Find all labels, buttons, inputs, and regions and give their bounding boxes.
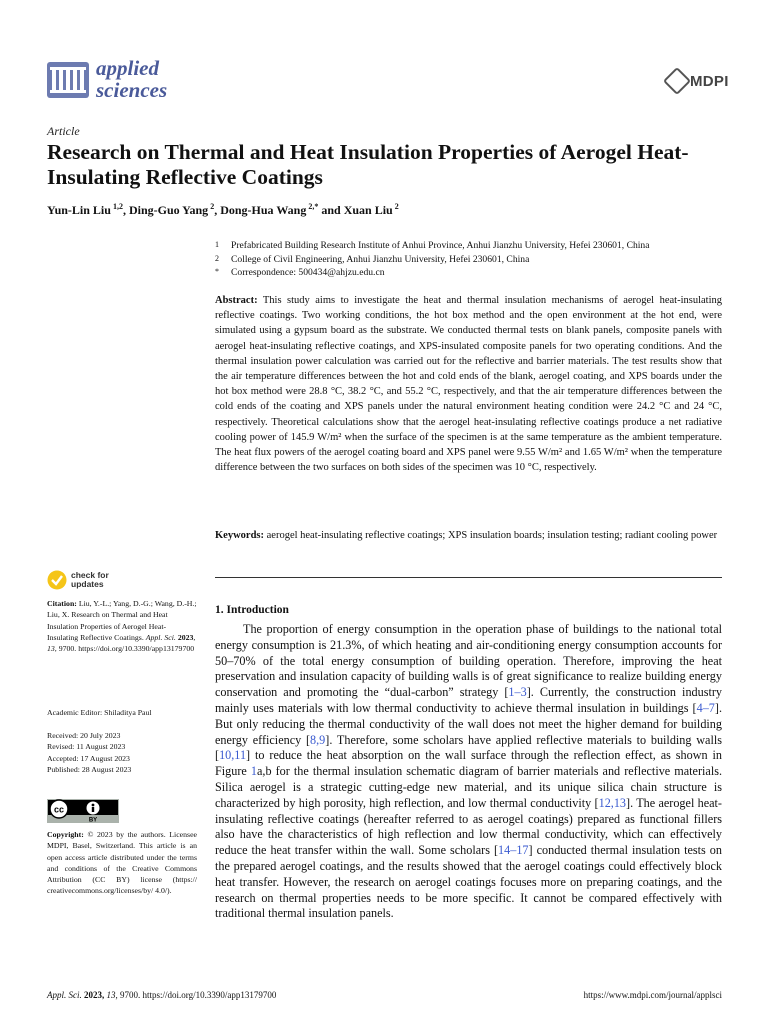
footer-journal: Appl. Sci. xyxy=(47,990,82,1000)
publication-dates xyxy=(47,730,197,775)
copyright-text: © 2023 by the authors. Licensee MDPI, Basel, Switzerland. This article is an open access article distributed under the terms and conditions of the Creative Commons Attribution (CC BY) license (https:// creativecommons.org/licenses/by/ 4.0/). xyxy=(47,830,197,896)
author-list xyxy=(47,202,399,218)
intro-text: ] conducted thermal insulation tests on the prepared aerogel coatings, and the results showed that the aerogel coatings could effectively block heat transfer. However, the research on aerogel coatings focuses more on preparing coatings, and the research on thermal properties needs to be more specific. It cannot be compared effectively with traditional thermal insulation panels. xyxy=(215,843,722,921)
footer-year: 2023, xyxy=(84,990,105,1000)
journal-name-line1: applied xyxy=(96,56,159,80)
keywords-text: aerogel heat-insulating reflective coatings; XPS insulation boards; insulation testing; radiant cooling power xyxy=(266,530,718,541)
author-separator: and xyxy=(318,203,344,217)
affiliation-mark: 2 xyxy=(215,254,219,263)
author-affiliation-mark: 2 xyxy=(208,202,215,211)
affiliation-2 xyxy=(215,254,529,265)
affiliation-text: Prefabricated Building Research Institute of Anhui Province, Anhui Jianzhu University, Hefei 230601, China xyxy=(231,240,650,251)
intro-text: ]. The aerogel heat-insulating reflective coatings (hereafter referred to as aerogel coatings) prepared as functional fillers also have the characteristics of high reflection and low thermal conductivity, which can effectively reduce the heat transfer within the wall. Some scholars [ xyxy=(215,795,722,858)
footer-journal-url[interactable]: https://www.mdpi.com/journal/applsci xyxy=(583,990,722,1000)
intro-text: ] to reduce the heat absorption on the wall surface through the reflection effect, as shown in Figure xyxy=(215,748,722,779)
journal-name xyxy=(96,57,167,101)
journal-name-line2: sciences xyxy=(96,78,168,102)
citation-link[interactable]: 8,9 xyxy=(310,732,326,747)
publisher-logo[interactable] xyxy=(667,71,729,91)
author-name[interactable]: Dong-Hua Wang xyxy=(220,203,307,217)
applied-sciences-logo-icon xyxy=(47,62,89,98)
date-received: Received: 20 July 2023 xyxy=(47,731,121,740)
check-for-updates-icon xyxy=(47,570,67,590)
footer-doi[interactable]: 9700. https://doi.org/10.3390/app13179700 xyxy=(120,990,277,1000)
citation-link[interactable]: 14–17 xyxy=(498,843,529,858)
abstract-text: This study aims to investigate the heat and thermal insulation mechanisms of aerogel heat-insulating reflective coatings. Two working conditions, the hot box method and the open environment at the hot end, were simulated using a gypsum board as the substrate. We conducted thermal tests on blank panels, composite panels with aerogel heat-insulating reflective coatings, and XPS-insulated composite panels for two operating conditions. And the thermal insulation power calculation was carried out for the reflective and barrier materials. The test results show that the air temperature differences between the hot and cold ends of the blank, aerogel coating, and XPS boards under the hot box method were 28.8 °C, 38.2 °C, and 55.2 °C, respectively, and that the air temperature differences between the cold ends of the coating and XPS panels under the natural environment heating condition were 24.2 °C and 24 °C, respectively. Theoretical calculations show that the aerogel heat-insulating reflective coatings produce a net radiative cooling power of 145.9 W/m² when the surface of the specimen is at the same temperature as the ambient temperature. The heat flux powers of the aerogel coating board and XPS panel were 9.55 W/m² and 1.65 W/m² when the temperature difference between the two surfaces on both sides of the specimen was 10 °C, respectively. xyxy=(215,295,722,474)
affiliation-1 xyxy=(215,240,649,251)
check-updates-line2: updates xyxy=(71,579,104,589)
citation-doi[interactable]: 9700. https://doi.org/10.3390/app13179700 xyxy=(58,644,195,654)
author-separator: , xyxy=(122,203,129,217)
academic-editor: Academic Editor: Shiladitya Paul xyxy=(47,708,152,717)
intro-text: The proportion of energy consumption in the operation phase of buildings to the national total energy consumption is 21.3%, of which heating and air-conditioning energy consumption accounts for 50–70% of the total energy consumption of building operation. Therefore, improving the heat preservation and insulation capacity of building walls is of great significance to realize building energy conservation and promoting the “dual-carbon” strategy [ xyxy=(215,622,722,700)
date-published: Published: 28 August 2023 xyxy=(47,764,132,774)
svg-text:cc: cc xyxy=(53,804,65,815)
author-separator: , xyxy=(214,203,221,217)
figure-link[interactable]: 1 xyxy=(250,764,257,779)
citation-link[interactable]: 12,13 xyxy=(598,795,627,810)
check-for-updates-button[interactable] xyxy=(47,570,109,590)
paper-title: Research on Thermal and Heat Insulation Properties of Aerogel Heat-Insulating Reflective Coatings xyxy=(47,140,689,189)
keywords-label: Keywords: xyxy=(215,530,264,541)
copyright-notice xyxy=(47,829,197,897)
citation-text: Liu, Y.-L.; Yang, D.-G.; Wang, D.-H.; Liu, X. Research on Thermal and Heat Insulation Properties of Aerogel Heat-Insulating Reflective Coatings. xyxy=(47,599,197,642)
citation: Citation: Liu, Y.-L.; Yang, D.-G.; Wang, D.-H.; Liu, X. Research on Thermal and Heat Insulation Properties of Aerogel Heat-Insulating Reflective Coatings. Appl. Sci. 2023, 13, 9700. https://doi.org/10.3390/app13179700 xyxy=(47,599,197,654)
mdpi-logo-icon xyxy=(663,67,691,95)
check-for-updates-label xyxy=(71,571,109,589)
footer-volume: 13, xyxy=(106,990,118,1000)
citation-link[interactable]: 4–7 xyxy=(696,700,715,715)
citation-label: Citation: xyxy=(47,599,77,608)
check-updates-line1: check for xyxy=(71,570,109,580)
affiliation-text: College of Civil Engineering, Anhui Jianzhu University, Hefei 230601, China xyxy=(231,254,530,265)
cc-by-license-icon[interactable] xyxy=(47,799,119,823)
intro-text: ]. But only reducing the thermal conductivity of the wall does not meet the higher demand for building energy efficiency [ xyxy=(215,700,722,747)
abstract-label: Abstract: xyxy=(215,295,258,306)
author-name[interactable]: Yun-Lin Liu xyxy=(47,203,111,217)
affiliation-mark: 1 xyxy=(215,240,219,249)
affiliation-mark: * xyxy=(215,267,219,276)
introduction-paragraph xyxy=(215,622,722,922)
footer-citation xyxy=(47,990,276,1000)
citation-volume: 13, xyxy=(47,644,57,654)
citation-journal: Appl. Sci. xyxy=(145,632,176,642)
copyright-label: Copyright: xyxy=(47,830,84,839)
cc-by-label: BY xyxy=(88,817,98,823)
intro-text: a,b for the thermal insulation schematic diagram of barrier materials and reflective materials. Silica aerogel is a strategic cutting-edge new material, and its unique silica chain structure is characterized by high porosity, high reflection, and low thermal conductivity [ xyxy=(215,764,722,810)
date-revised: Revised: 11 August 2023 xyxy=(47,742,126,752)
publisher-name: MDPI xyxy=(690,72,729,90)
correspondence-text: Correspondence: 500434@ahjzu.edu.cn xyxy=(231,267,385,278)
correspondence xyxy=(215,267,385,278)
date-accepted: Accepted: 17 August 2023 xyxy=(47,753,130,763)
keywords xyxy=(215,528,722,543)
author-affiliation-mark: 2,* xyxy=(306,202,319,211)
citation-link[interactable]: 10,11 xyxy=(219,748,247,763)
citation-link[interactable]: 1–3 xyxy=(508,685,527,700)
author-name[interactable]: Xuan Liu xyxy=(343,203,393,217)
intro-text: ]. Currently, the construction industry mainly uses materials with low thermal conductivity to achieve thermal insulation in buildings [ xyxy=(215,685,723,715)
section-heading-introduction: 1. Introduction xyxy=(215,604,289,616)
article-type: Article xyxy=(47,124,80,138)
author-name[interactable]: Ding-Guo Yang xyxy=(128,203,209,217)
citation-year: 2023 xyxy=(177,632,194,642)
abstract xyxy=(215,293,722,475)
author-affiliation-mark: 2 xyxy=(392,202,399,211)
author-affiliation-mark: 1,2 xyxy=(110,202,123,211)
intro-text: ]. Therefore, some scholars have applied reflective materials to building walls [ xyxy=(215,732,722,763)
section-divider xyxy=(215,577,722,578)
